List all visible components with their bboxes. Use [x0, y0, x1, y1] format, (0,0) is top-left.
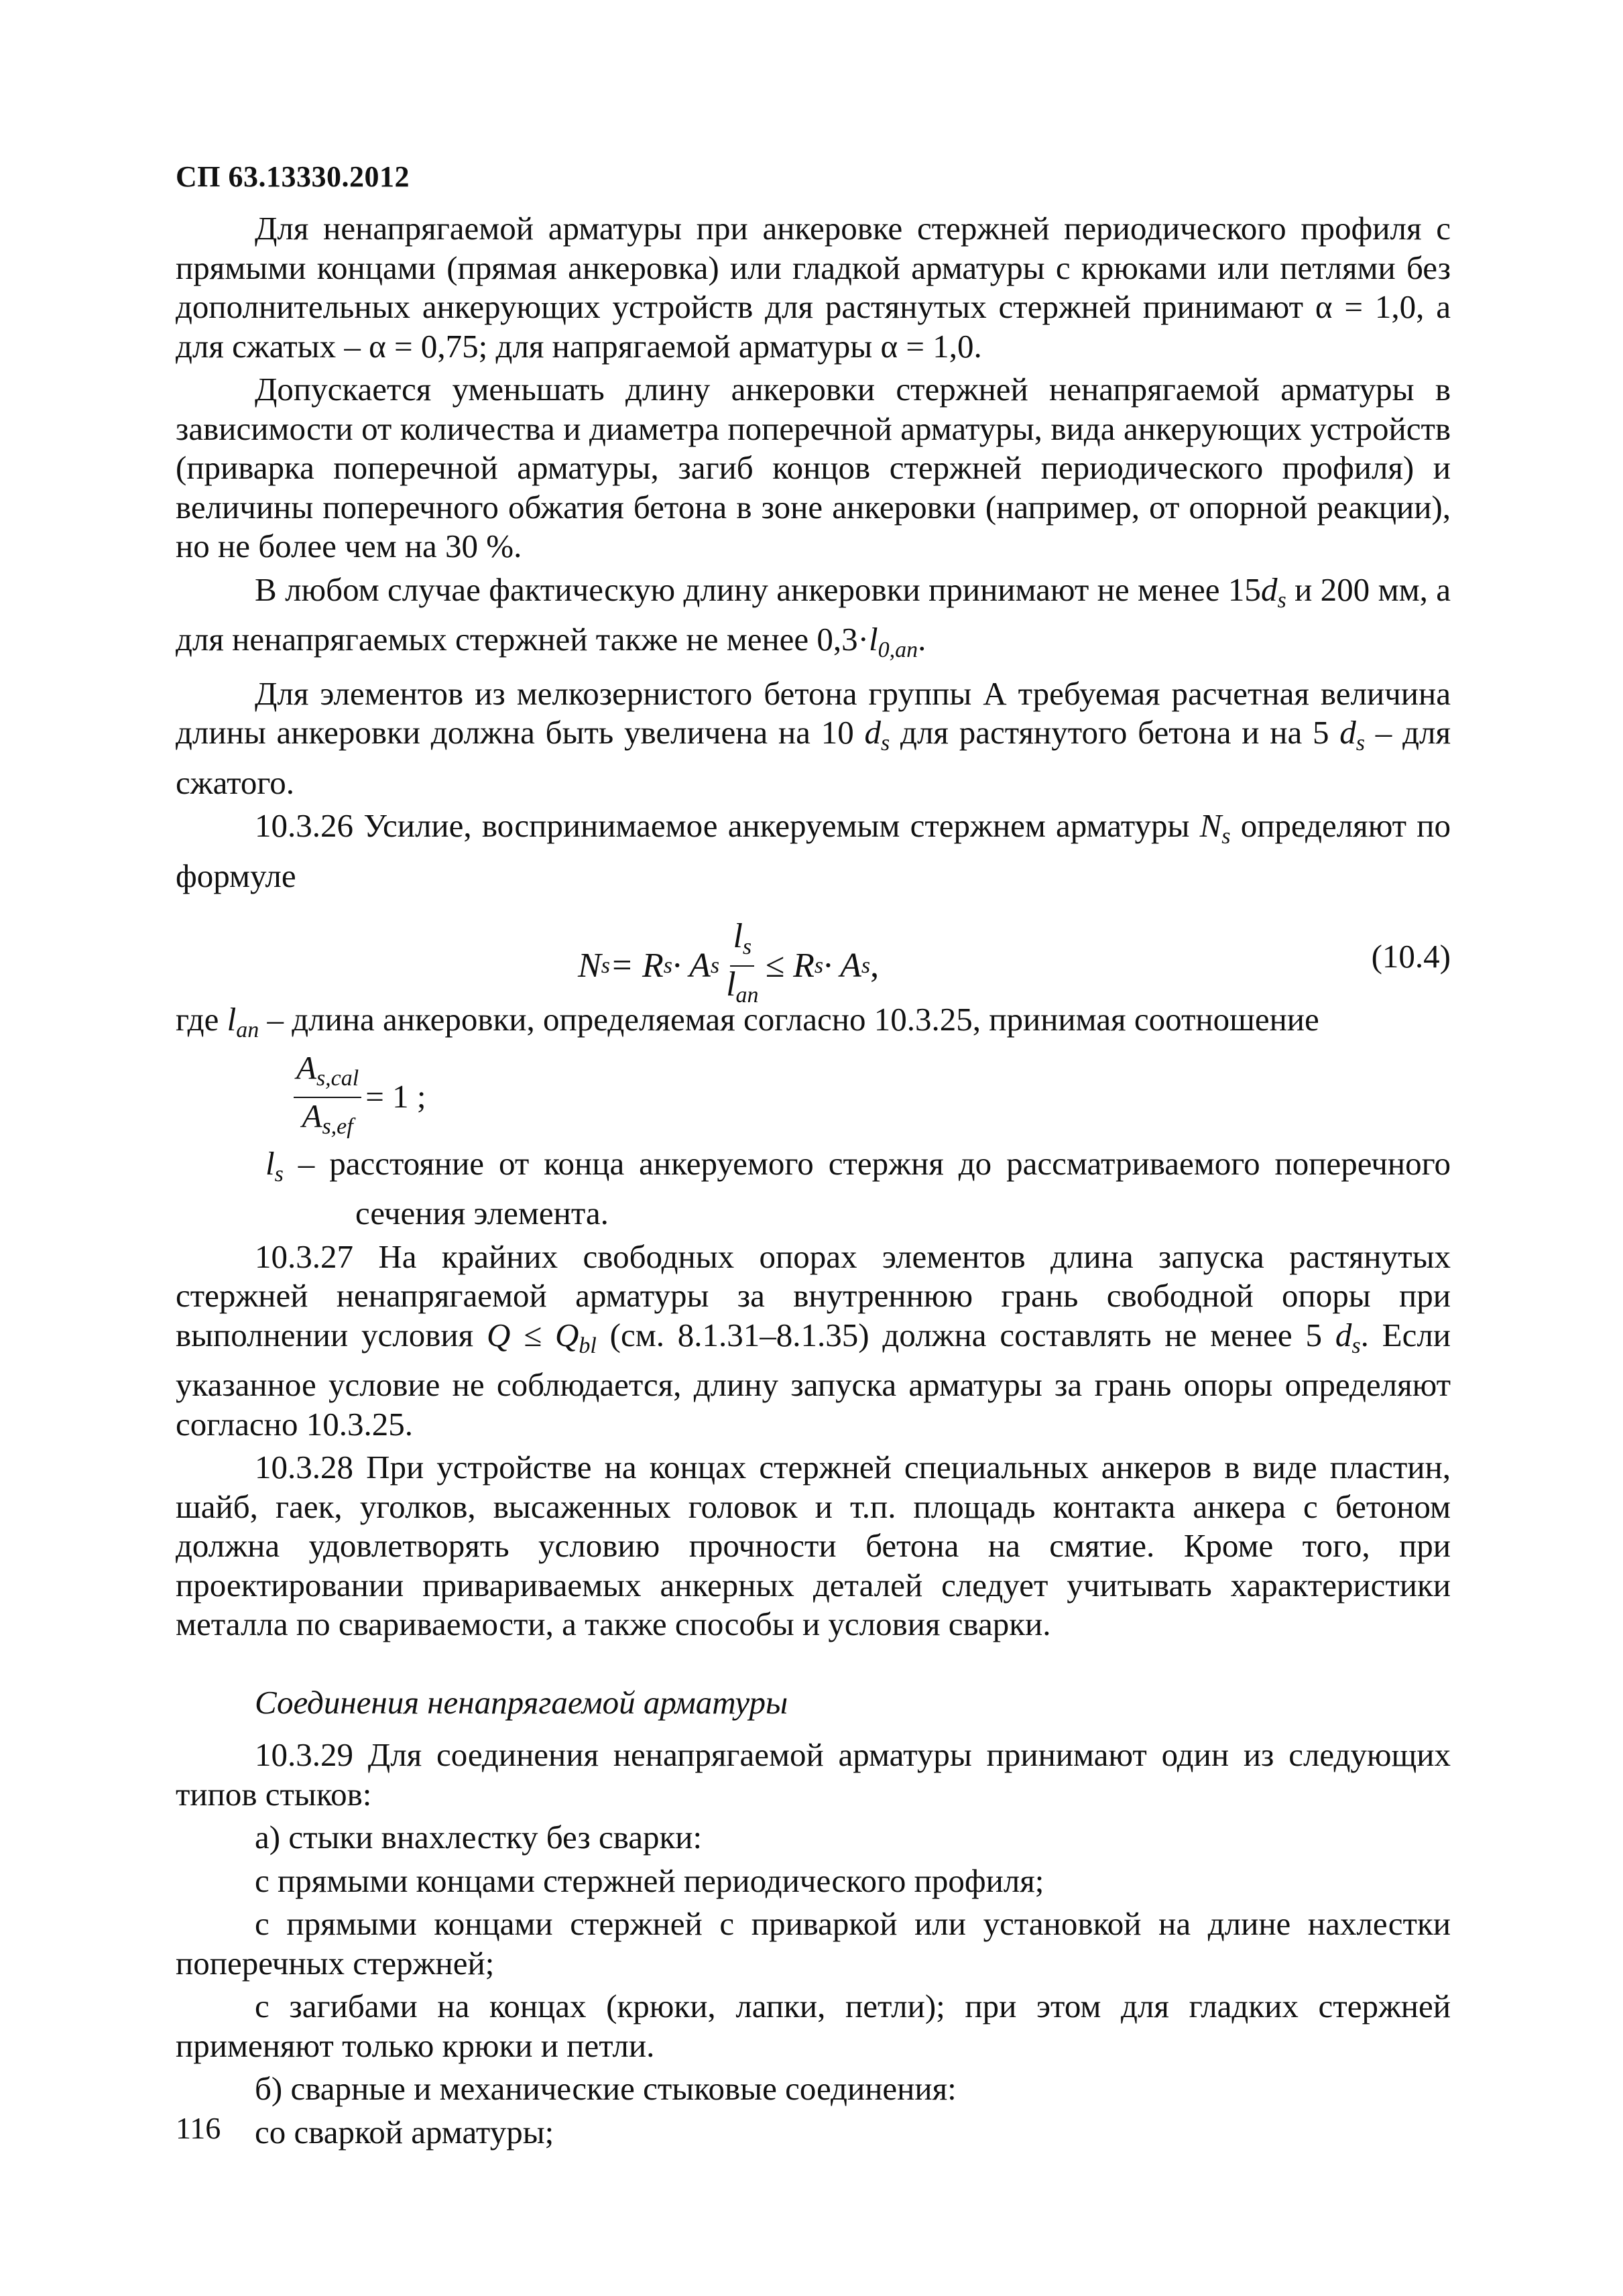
list-item: с загибами на концах (крюки, лапки, петли); при этом для гладких стержней применяют только крюки и петли.: [176, 1988, 1451, 2064]
section-title: Соединения ненапрягаемой арматуры: [255, 1683, 788, 1721]
paragraph-10-3-27: 10.3.27 На крайних свободных опорах элементов длина запуска растянутых стержней ненапрягаемой арматуры за внутреннюю грань свободной опоры при выполнении условия $Q \le Q_{bl}$ (см. 8.1.31–8.1.35) должна составлять не менее 5 $d_s$. Если указанное условие не соблюдается, длину запуска арматуры за грань опоры определяют согласно 10.3.25.: [176, 1237, 1451, 1443]
document-code: СП 63.13330.2012: [176, 160, 410, 193]
paragraph-where: где $l_{an}$ – длина анкеровки, определяемая согласно 10.3.25, принимая соотношение: [176, 1001, 1319, 1042]
ratio-formula: $\frac{A_{s,cal}}{A_{s,ef}}$ = 1 ;: [290, 1050, 1451, 1144]
paragraph-alpha: Для ненапрягаемой арматуры при анкеровке стержней периодического профиля с прямыми концами (прямая анкеровка) или гладкой арматуры с крюками или петлями без дополнительных анкерующих устройств для растянутых стержней принимают α = 1,0, а для сжатых – α = 0,75; для напрягаемой арматуры α = 1,0.: [176, 210, 1451, 365]
list-item: б) сварные и механические стыковые соединения:: [255, 2070, 957, 2107]
paragraph-10-3-28: 10.3.28 При устройстве на концах стержней специальных анкеров в виде пластин, шайб, гаек, уголков, высаженных головок и т.п. площадь контакта анкера с бетоном должна удовлетворять условию прочности бетона на смятие. Кроме того, при проектировании привариваемых анкерных деталей следует учитывать характеристики металла по свариваемости, а также способы и условия сварки.: [176, 1449, 1451, 1642]
formula-fraction: $\frac{l_s}{l_{an}}$: [726, 917, 759, 1008]
paragraph-min-length: В любом случае фактическую длину анкеровки принимают не менее $15d_s$ и 200 мм, а для ненапрягаемых стержней также не менее $0,3\cdot l_{0,an}$.: [176, 570, 1451, 662]
list-item: с прямыми концами стержней с приваркой или установкой на длине нахлестки поперечных стержней;: [176, 1905, 1451, 1982]
paragraph-10-3-29: 10.3.29 Для соединения ненапрягаемой арматуры принимают один из следующих типов стыков:: [176, 1736, 1451, 1813]
list-item: со сваркой арматуры;: [255, 2113, 554, 2151]
formula-10-4: [176, 898, 1451, 1008]
paragraph-reduction: Допускается уменьшать длину анкеровки стержней ненапрягаемой арматуры в зависимости от количества и диаметра поперечной арматуры, вида анкерующих устройств (приварка поперечной арматуры, загиб концов стержней периодического профиля) и величины поперечного обжатия бетона в зоне анкеровки (например, от опорной реакции), но не более чем на 30 %.: [176, 371, 1451, 564]
paragraph-10-3-26: 10.3.26 Усилие, воспринимаемое анкеруемым стержнем арматуры $N_s$ определяют по формуле: [176, 807, 1451, 894]
list-item: а) стыки внахлестку без сварки:: [255, 1819, 703, 1856]
page-body: [176, 209, 1451, 2152]
formula-number: (10.4): [1371, 938, 1451, 975]
paragraph-fine-concrete: Для элементов из мелкозернистого бетона группы А требуемая расчетная величина длины анкеровки должна быть увеличена на 10 $d_s$ для растянутого бетона и на 5 $d_s$ – для сжатого.: [176, 674, 1451, 801]
list-item: с прямыми концами стержней периодического профиля;: [255, 1862, 1044, 1899]
paragraph-ls-def: $l_s$ – расстояние от конца анкеруемого стержня до рассматриваемого поперечного сечения элемента.: [265, 1144, 1451, 1231]
page-number: 116: [176, 2111, 221, 2145]
formula-body: N s = R s · A s $\frac{l_s}{l_{an}}$ ≤ R s · A s ,: [578, 918, 879, 1014]
